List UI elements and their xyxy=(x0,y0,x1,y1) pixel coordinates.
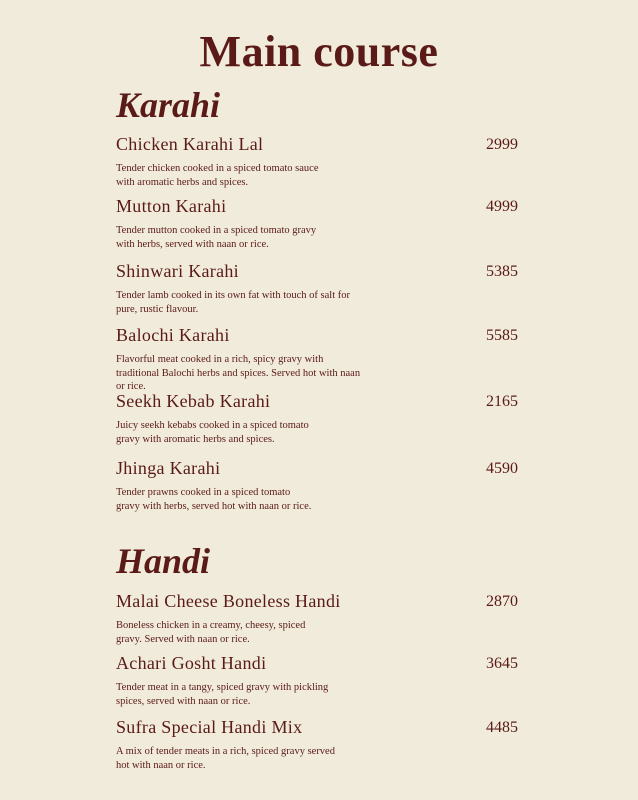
menu-item xyxy=(116,325,526,394)
menu-item-description: Flavorful meat cooked in a rich, spicy gravy with traditional Balochi herbs and spices. Served hot with naan or rice. xyxy=(116,354,361,392)
menu-item-description: A mix of tender meats in a rich, spiced gravy served hot with naan or rice. xyxy=(116,746,335,771)
menu-item xyxy=(116,591,526,646)
menu-item-description: Tender prawns cooked in a spiced tomato gravy with herbs, served hot with naan or rice. xyxy=(116,487,312,512)
menu-item-price: 2165 xyxy=(486,393,518,410)
menu-item-price: 5385 xyxy=(486,263,518,280)
menu-item-price: 5585 xyxy=(486,327,518,344)
menu-item-name: Seekh Kebab Karahi xyxy=(116,391,271,411)
menu-item-name: Chicken Karahi Lal xyxy=(116,134,264,154)
menu-item-name: Shinwari Karahi xyxy=(116,261,239,281)
menu-item xyxy=(116,391,526,446)
menu-item-price: 4485 xyxy=(486,719,518,736)
menu-item-name: Achari Gosht Handi xyxy=(116,653,267,673)
menu-item-price: 2999 xyxy=(486,136,518,153)
menu-item-description: Tender lamb cooked in its own fat with touch of salt for pure, rustic flavour. xyxy=(116,290,350,315)
menu-item-name: Jhinga Karahi xyxy=(116,458,221,478)
menu-item-description: Tender meat in a tangy, spiced gravy with pickling spices, served with naan or rice. xyxy=(116,682,329,707)
menu-item-description: Boneless chicken in a creamy, cheesy, spiced gravy. Served with naan or rice. xyxy=(116,620,306,645)
section-title-karahi: Karahi xyxy=(116,85,221,125)
menu-item-price: 2870 xyxy=(486,593,518,610)
menu-item-description: Tender chicken cooked in a spiced tomato sauce with aromatic herbs and spices. xyxy=(116,163,319,188)
menu-item-price: 4590 xyxy=(486,460,518,477)
menu-item xyxy=(116,261,526,316)
menu-item xyxy=(116,717,526,772)
menu-item-name: Sufra Special Handi Mix xyxy=(116,717,303,737)
menu-item-description: Juicy seekh kebabs cooked in a spiced tomato gravy with aromatic herbs and spices. xyxy=(116,420,309,445)
menu-item-name: Balochi Karahi xyxy=(116,325,230,345)
menu-item xyxy=(116,458,526,513)
menu-item xyxy=(116,653,526,708)
menu-item-description: Tender mutton cooked in a spiced tomato gravy with herbs, served with naan or rice. xyxy=(116,225,317,250)
menu-item-name: Mutton Karahi xyxy=(116,196,227,216)
menu-item-name: Malai Cheese Boneless Handi xyxy=(116,591,341,611)
page-title: Main course xyxy=(199,27,439,76)
menu-item-price: 3645 xyxy=(486,655,518,672)
menu-item xyxy=(116,196,526,251)
menu-item xyxy=(116,134,526,189)
menu-item-price: 4999 xyxy=(486,198,518,215)
section-title-handi: Handi xyxy=(116,541,211,581)
